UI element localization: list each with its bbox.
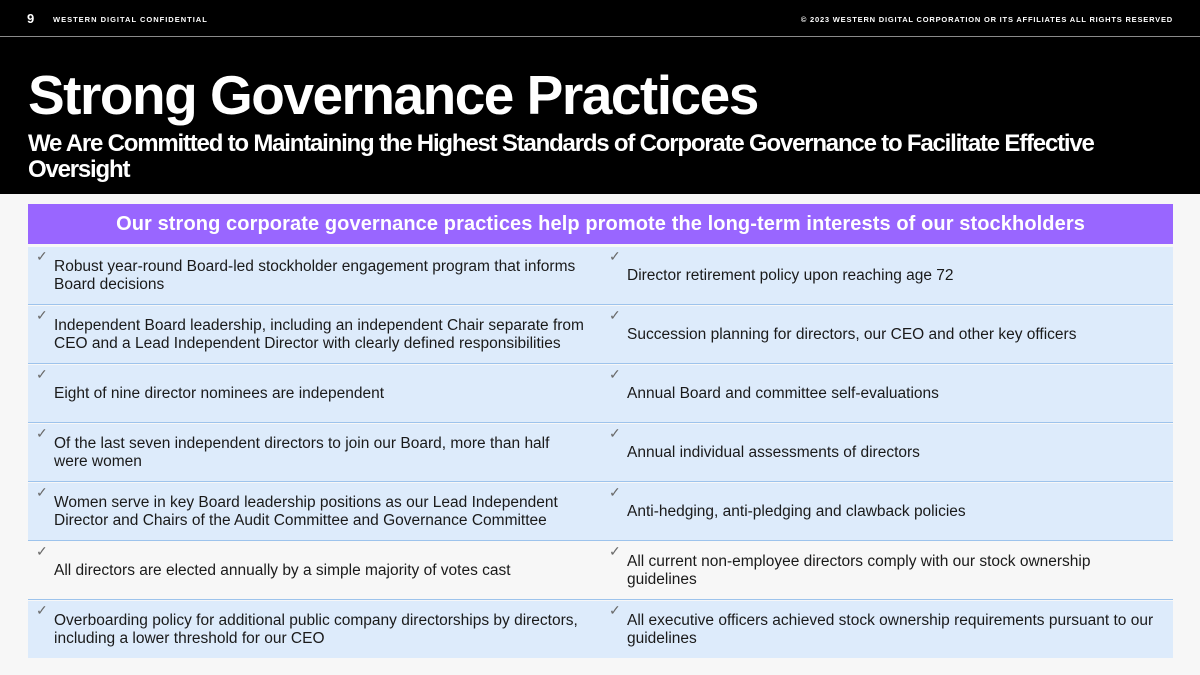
practice-item-right <box>601 601 1173 658</box>
table-row <box>28 542 1173 600</box>
page-subtitle: We Are Committed to Maintaining the Highest Standards of Corporate Governance to Facilitate Effective Oversight <box>28 130 1094 183</box>
practice-text: All current non-employee directors comply with our stock ownership guidelines <box>627 552 1091 588</box>
table-row <box>28 247 1173 305</box>
practice-item-left <box>28 601 601 658</box>
confidential-label: WESTERN DIGITAL CONFIDENTIAL <box>53 15 208 24</box>
page-number: 9 <box>27 11 35 26</box>
practice-text: Overboarding policy for additional public company directorships by directors, including a lower threshold for our CEO <box>54 611 578 647</box>
practice-item-left <box>28 247 601 304</box>
banner-heading: Our strong corporate governance practices help promote the long-term interests of our stockholders <box>28 204 1173 244</box>
practice-item-left <box>28 306 601 363</box>
check-icon: ✓ <box>609 366 621 382</box>
practice-item-left <box>28 483 601 540</box>
check-icon: ✓ <box>609 307 621 323</box>
practice-text: Director retirement policy upon reaching age 72 <box>627 266 954 284</box>
practice-text: Annual Board and committee self-evaluations <box>627 384 939 402</box>
page-title: Strong Governance Practices <box>28 64 758 126</box>
practice-item-right <box>601 483 1173 540</box>
practice-text: Independent Board leadership, including an independent Chair separate from CEO and a Lead Independent Director with clearly defined responsibilities <box>54 316 584 352</box>
check-icon: ✓ <box>36 602 48 618</box>
practices-table <box>28 247 1173 659</box>
practice-item-left <box>28 542 601 599</box>
check-icon: ✓ <box>36 248 48 264</box>
practice-item-right <box>601 247 1173 304</box>
copyright-notice: © 2023 WESTERN DIGITAL CORPORATION OR ITS AFFILIATES ALL RIGHTS RESERVED <box>800 15 1173 24</box>
practice-item-right <box>601 365 1173 422</box>
practice-text: Women serve in key Board leadership positions as our Lead Independent Director and Chairs of the Audit Committee and Governance Committee <box>54 493 558 529</box>
table-row <box>28 483 1173 541</box>
practice-text: Succession planning for directors, our CEO and other key officers <box>627 325 1077 343</box>
check-icon: ✓ <box>609 248 621 264</box>
check-icon: ✓ <box>609 425 621 441</box>
practice-item-left <box>28 424 601 481</box>
practice-item-right <box>601 542 1173 599</box>
practice-text: Eight of nine director nominees are independent <box>54 384 385 402</box>
check-icon: ✓ <box>36 543 48 559</box>
practice-item-left <box>28 365 601 422</box>
check-icon: ✓ <box>36 366 48 382</box>
practice-item-right <box>601 306 1173 363</box>
practice-text: Of the last seven independent directors to join our Board, more than half were women <box>54 434 550 470</box>
table-row <box>28 601 1173 658</box>
check-icon: ✓ <box>36 425 48 441</box>
table-row <box>28 365 1173 423</box>
check-icon: ✓ <box>609 484 621 500</box>
practice-text: Robust year-round Board-led stockholder engagement program that informs Board decisions <box>54 257 576 293</box>
check-icon: ✓ <box>36 484 48 500</box>
practice-text: All executive officers achieved stock ownership requirements pursuant to our guidelines <box>627 611 1154 647</box>
table-row <box>28 306 1173 364</box>
check-icon: ✓ <box>36 307 48 323</box>
table-row <box>28 424 1173 482</box>
practice-text: Annual individual assessments of directors <box>627 443 920 461</box>
practice-text: All directors are elected annually by a simple majority of votes cast <box>54 561 511 579</box>
practice-item-right <box>601 424 1173 481</box>
top-bar <box>0 0 1200 37</box>
check-icon: ✓ <box>609 602 621 618</box>
practice-text: Anti-hedging, anti-pledging and clawback policies <box>627 502 966 520</box>
header-band <box>0 0 1200 194</box>
check-icon: ✓ <box>609 543 621 559</box>
